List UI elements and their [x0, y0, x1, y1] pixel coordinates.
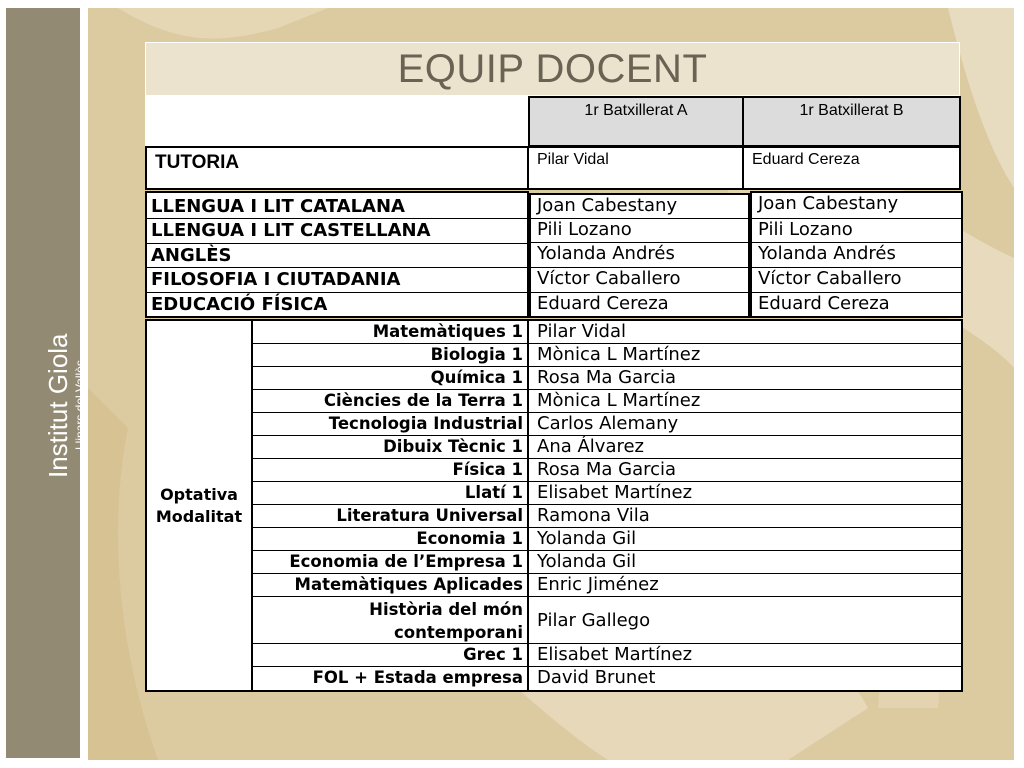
optional-bottom-border	[145, 690, 963, 692]
tutoria-label: TUTORIA	[145, 146, 529, 190]
tutoria-teacher-b: Eduard Cereza	[742, 146, 961, 190]
teacher-b-educacio-fisica: Eduard Cereza	[750, 293, 963, 318]
optional-subject: Matemàtiques 1	[253, 321, 529, 344]
optional-subject: Física 1	[253, 459, 529, 482]
optativa-modalitat-label	[145, 319, 253, 692]
optional-teacher: Pilar Gallego	[529, 597, 963, 644]
optional-subject-line2: contemporani	[394, 623, 523, 642]
teacher-b-filosofia: Víctor Caballero	[750, 268, 963, 293]
optional-teacher: Mònica L Martínez	[529, 390, 963, 413]
teacher-a-educacio-fisica: Eduard Cereza	[529, 293, 750, 318]
optional-teacher: Yolanda Gil	[529, 551, 963, 574]
optional-subject: Dibuix Tècnic 1	[253, 436, 529, 459]
optional-teacher: David Brunet	[529, 667, 963, 690]
optional-subject: Ciències de la Terra 1	[253, 390, 529, 413]
optional-subject: Química 1	[253, 367, 529, 390]
optional-teacher: Elisabet Martínez	[529, 644, 963, 667]
tutoria-teacher-a: Pilar Vidal	[527, 146, 744, 190]
optional-subject: Economia de l’Empresa 1	[253, 551, 529, 574]
optional-subject-multiline	[253, 597, 529, 644]
optativa-label-line1: Optativa	[160, 484, 238, 504]
row-divider	[145, 267, 529, 268]
optional-teacher: Yolanda Gil	[529, 528, 963, 551]
page-title: EQUIP DOCENT	[397, 47, 708, 91]
subject-educacio-fisica: EDUCACIÓ FÍSICA	[151, 294, 328, 315]
optional-subject: FOL + Estada empresa	[253, 667, 529, 690]
subject-filosofia: FILOSOFIA I CIUTADANIA	[151, 269, 401, 290]
teacher-a-filosofia: Víctor Caballero	[529, 268, 750, 293]
subject-catalana: LLENGUA I LIT CATALANA	[151, 196, 405, 217]
optional-teacher: Enric Jiménez	[529, 574, 963, 597]
teacher-b-castellana: Pili Lozano	[750, 219, 963, 243]
optional-subject: Matemàtiques Aplicades	[253, 574, 529, 597]
optional-subject: Tecnologia Industrial	[253, 413, 529, 436]
optional-subject: Grec 1	[253, 644, 529, 667]
school-town: Llinars del Vallès	[73, 360, 87, 450]
column-header-b: 1r Batxillerat B	[742, 96, 961, 147]
optional-teacher: Mònica L Martínez	[529, 344, 963, 367]
teacher-a-angles: Yolanda Andrés	[529, 243, 750, 268]
teacher-b-catalana: Joan Cabestany	[750, 191, 963, 219]
optativa-label-line2: Modalitat	[155, 506, 243, 526]
optional-subject: Literatura Universal	[253, 505, 529, 528]
row-divider	[145, 218, 529, 219]
teacher-a-catalana: Joan Cabestany	[529, 193, 750, 219]
column-header-a: 1r Batxillerat A	[528, 96, 744, 147]
optional-teacher: Ana Álvarez	[529, 436, 963, 459]
optional-subject: Biologia 1	[253, 344, 529, 367]
row-divider	[145, 292, 529, 293]
optional-subject: Llatí 1	[253, 482, 529, 505]
row-divider	[145, 243, 529, 244]
optional-subject-line1: Història del món	[369, 600, 523, 619]
subject-angles: ANGLÈS	[151, 245, 232, 266]
subject-castellana: LLENGUA I LIT CASTELLANA	[151, 220, 431, 241]
optional-teacher: Carlos Alemany	[529, 413, 963, 436]
teacher-b-angles: Yolanda Andrés	[750, 243, 963, 268]
optional-teacher: Rosa Ma Garcia	[529, 459, 963, 482]
school-name: Institut Giola	[43, 333, 73, 478]
optional-teacher: Rosa Ma Garcia	[529, 367, 963, 390]
optional-teacher: Pilar Vidal	[529, 321, 963, 344]
optional-teacher: Elisabet Martínez	[529, 482, 963, 505]
optional-teacher: Ramona Vila	[529, 505, 963, 528]
optional-subject: Economia 1	[253, 528, 529, 551]
header-empty-cell	[145, 96, 528, 146]
teacher-a-castellana: Pili Lozano	[529, 219, 750, 243]
